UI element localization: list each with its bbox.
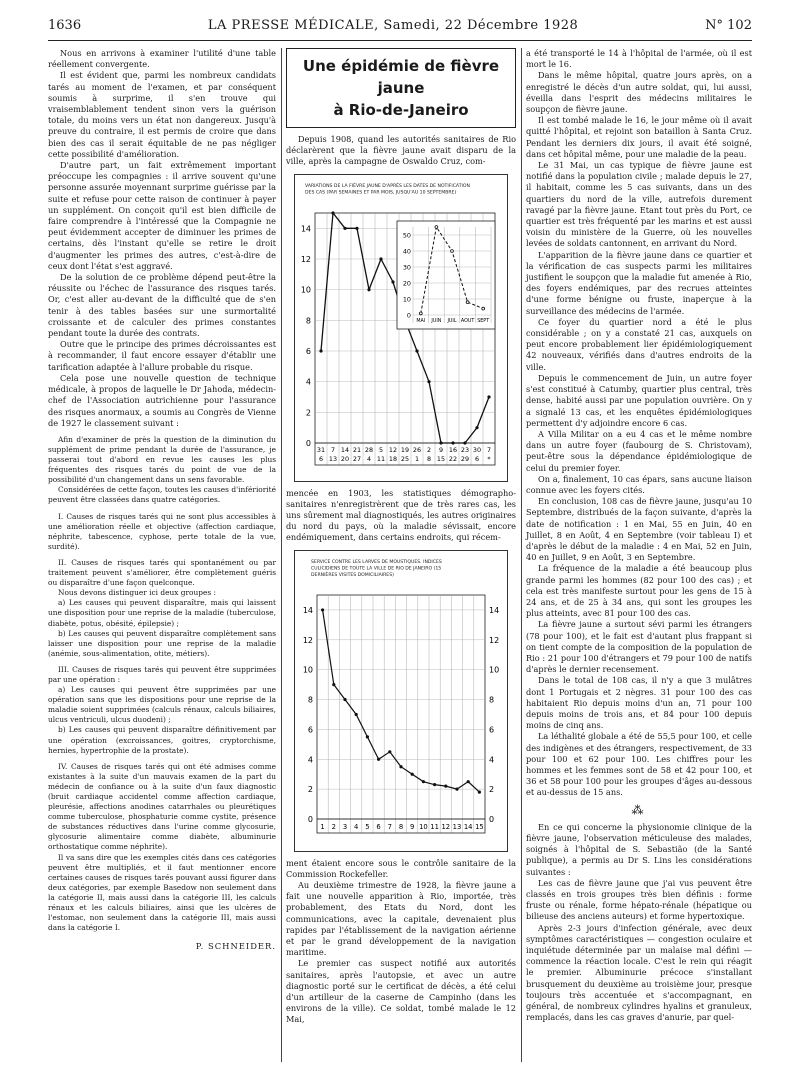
x-tick-label-top: 31 (316, 445, 326, 454)
y-tick-label-right: 0 (489, 814, 495, 824)
paragraph: La fréquence de la maladie a été beaucoup plus grande parmi les hommes (82 pour 100 des cas) ; et cela est très manifeste surtout pour les gens de 15 à 24 ans, et de 25 à 34 ans, qui sont les groupes les plus atteints, avec 81 pour 100 des cas. (526, 563, 752, 619)
article-title-box (286, 48, 516, 128)
paragraph: Depuis 1908, quand les autorités sanitaires de Rio déclarèrent que la fièvre jaune avait disparu de la ville, après la campagne de Oswaldo Cruz, com- (286, 134, 516, 167)
data-point (355, 712, 358, 715)
paragraph: Nous en arrivons à examiner l'utilité d'une table réellement convergente. (48, 48, 276, 70)
x-tick-label: 5 (365, 822, 370, 831)
x-tick-label-bottom: 4 (366, 454, 372, 463)
x-tick-label: 12 (441, 822, 451, 831)
data-point (343, 226, 346, 229)
inset-data-point (419, 312, 422, 315)
x-tick-label-top: 26 (412, 445, 422, 454)
data-point (366, 735, 369, 738)
data-point (427, 380, 430, 383)
paragraph: Depuis le commencement de Juin, un autre foyer s'est constitué à Catumby, quartier plus central, très dense, habité aussi par une population ouvrière. On y a signalé 13 cas, et les enquêtes épidémiologiques permettent d'y adjoindre encore 6 cas. (526, 372, 752, 428)
data-point (388, 750, 391, 753)
x-tick-label-top: 7 (330, 445, 336, 454)
data-point (487, 395, 490, 398)
chart-notifications-svg (295, 175, 507, 479)
x-tick-label: 14 (463, 822, 473, 831)
data-point (455, 787, 458, 790)
paragraph: La léthalité globale a été de 55,5 pour 100, et celle des indigènes et des étrangers, respectivement, de 33 pour 100 et 62 pour 100. Les chiffres pour les hommes et les femmes sont de 58 et 42 pour 100, et 36 et 58 pour 100 pour les groupes d'âges au-dessous et au-dessus de 15 ans. (526, 731, 752, 798)
series-line (323, 610, 480, 792)
small-paragraph: III. Causes de risques tarés qui peuvent être supprimées par une opération : (48, 664, 276, 684)
quoted-classification (48, 435, 276, 933)
y-tick-label-right: 4 (489, 754, 495, 764)
paragraph: Outre que le principe des primes décroissantes est à recommander, il faut encore essayer d'établir une tarification adaptée à l'allure probable du risque. (48, 339, 276, 372)
y-tick-label: 6 (305, 346, 311, 356)
x-tick-label: 9 (410, 822, 415, 831)
paragraph: L'apparition de la fièvre jaune dans ce quartier et la vérification de cas suspects parmi les militaires justifient le soupçon que la maladie fut amenée à Rio, des foyers endémiques, par des recrues atteintes d'une forme bénigne ou fruste, inaperçue à la surveillance des médecins de l'armée. (526, 249, 752, 316)
small-paragraph: a) Les causes qui peuvent disparaître, mais qui laissent une disposition pour une reprise de la maladie (tuberculose, diabète, potus, obésité, épilepsie) ; (48, 598, 276, 628)
x-tick-label-top: 28 (364, 445, 374, 454)
column-1 (48, 48, 276, 953)
paragraph: En conclusion, 108 cas de fièvre jaune, jusqu'au 10 Septembre, distribués de la façon suivante, d'après la date de notification : 1 en Mai, 55 en Juin, 40 en Juillet, 8 en Août, 4 en Septembre (voir tableau I) et d'après le début de la maladie : 4 en Mai, 52 en Juin, 40 en Juillet, 9 en Août, 3 en Septembre. (526, 496, 752, 563)
y-tick-label: 2 (307, 784, 313, 794)
column-divider-1 (281, 48, 282, 1062)
data-point (367, 288, 370, 291)
paragraph: Le premier cas suspect notifié aux autorités sanitaires, après l'autopsie, et avec un autre diagnostic porté sur le certificat de décès, a été celui d'un artilleur de la caserne de Campinho (dans les environs de la ville). Ce soldat, tombé malade le 12 Mai, (286, 958, 516, 1025)
column-2 (286, 48, 516, 1026)
paragraph: A Villa Militar on a eu 4 cas et le même nombre dans un autre foyer (faubourg de S. Christovam), peut-être sous la dépendance épidémiologique de celui du premier foyer. (526, 428, 752, 473)
journal-title: LA PRESSE MÉDICALE, Samedi, 22 Décembre 1928 (207, 18, 579, 33)
chart-title: CULICIDIENS DE TOUTE LA VILLE DE RIO DE JANEIRO (15 (311, 566, 442, 572)
inset-y-tick-label: 40 (402, 247, 411, 256)
x-tick-label-bottom: 8 (426, 454, 432, 463)
x-tick-label-bottom: 1 (414, 454, 420, 463)
y-tick-label-right: 10 (489, 665, 500, 675)
x-tick-label: 2 (331, 822, 336, 831)
x-tick-label-top: 21 (352, 445, 362, 454)
y-tick-label: 14 (300, 223, 311, 233)
y-tick-label-right: 12 (489, 635, 500, 645)
paragraph: Il est tombé malade le 16, le jour même où il avait quitté l'hôpital, et rejoint son bataillon à Santa Cruz. Pendant les derniers dix jours, il avait été soigné, dans cet hôpital même, pour une maladie de la peau. (526, 115, 752, 159)
x-tick-label-top: 14 (340, 445, 350, 454)
data-point (411, 772, 414, 775)
plot-frame (317, 595, 485, 819)
y-tick-label: 4 (305, 377, 311, 387)
x-tick-label: 4 (354, 822, 359, 831)
y-tick-label: 0 (307, 814, 313, 824)
y-tick-label: 8 (305, 315, 311, 325)
x-tick-label-bottom: 18 (388, 454, 398, 463)
paragraph: D'autre part, un fait extrêmement important préoccupe les compagnies : il arrive souvent qu'une personne assurée moyennant surprime guérisse par la suite et refuse pour cette raison de continuer à payer un supplément. On conçoit qu'il est bien difficile de faire comprendre à l'intéressé que la Compagnie ne peut évidemment accepter de diminuer les primes de certains, dès l'instant qu'elle se retire le droit d'augmenter les primes des autres, c'est-à-dire de ceux dont l'état s'est aggravé. (48, 160, 276, 271)
y-tick-label: 6 (307, 725, 313, 735)
data-point (451, 441, 454, 444)
article-title: Une épidémie de fièvre jaune (302, 57, 500, 97)
inset-x-tick-label: MAI (416, 318, 426, 324)
inset-data-point (482, 307, 485, 310)
paragraph: Il est évident que, parmi les nombreux candidats tarés au moment de l'examen, et par conséquent soumis à surprime, il s'en trouve qui vraisemblablement tendent sinon vers la guérison totale, du moins vers un état non dangereux. Jusqu'à preuve du contraire, il est permis de croire que dans bien des cas il serait équitable de ne pas négliger cette possibilité d'amélioration. (48, 70, 276, 159)
x-tick-label-top: 16 (448, 445, 458, 454)
paragraph: Les cas de fièvre jaune que j'ai vus peuvent être classés en trois groupes très bien définis : forme fruste ou rénale, forme hépato-rénale (hépatique ou bilieuse des anciens auteurs) et forme hypertoxique. (526, 877, 752, 922)
x-tick-label-bottom: 15 (436, 454, 446, 463)
inset-y-tick-label: 30 (402, 263, 411, 272)
paragraph: Dans le total de 108 cas, il n'y a que 3 mulâtres dont 1 Portugais et 2 nègres. 31 pour 100 des cas habitaient Rio depuis moins d'un an, 71 pour 100 depuis moins de trois ans, et 84 pour 100 depuis moins de cinq ans. (526, 675, 752, 731)
data-point (415, 349, 418, 352)
signature: P. SCHNEIDER. (195, 941, 276, 952)
y-tick-label: 12 (302, 635, 313, 645)
x-tick-label-bottom: 20 (340, 454, 350, 463)
data-point (379, 257, 382, 260)
issue-number: N° 102 (705, 18, 752, 33)
inset-data-point (451, 249, 454, 252)
x-tick-label: 10 (419, 822, 428, 831)
paragraph: mencée en 1903, les statistiques démographo-sanitaires n'enregistrèrent que de très rares cas, les uns sûrement mal diagnostiqués, les autres originaires du nord du pays, où la maladie sévissait, encore endémiquement, dans certains endroits, qui récem- (286, 487, 516, 543)
x-tick-label-bottom: 11 (376, 454, 386, 463)
data-point (475, 426, 478, 429)
chart-notifications (294, 174, 508, 482)
data-point (467, 780, 470, 783)
data-point (433, 783, 436, 786)
x-tick-label: 6 (376, 822, 381, 831)
paragraph: Le 31 Mai, un cas typique de fièvre jaune est notifié dans la population civile ; malade depuis le 27, il habitait, comme les 5 cas suivants, dans un des quartiers du nord de la ville, autrefois durement ravagé par la fièvre jaune. Etant tout près du Port, ce quartier est très fréquenté par les marins et est aussi voisin du ministère de la Guerre, où les nouvelles levées de soldats cantonnent, en arrivant du Nord. (526, 160, 752, 249)
data-point (321, 608, 324, 611)
paragraph: De la solution de ce problème dépend peut-être la réussite ou l'échec de l'assurance des risques tarés. Or, c'est aller au-devant de la difficulté que de s'en tenir à des tables basées sur une surmortalité croissante et de calculer des primes constantes pendant toute la durée des contrats. (48, 272, 276, 339)
data-point (355, 226, 358, 229)
inset-y-tick-label: 10 (402, 295, 411, 304)
paragraph: Ce foyer du quartier nord a été le plus considérable ; on y a constaté 21 cas, auxquels on peut encore probablement lier épidémiologiquement 42 nouveaux, vérifiés dans d'autres endroits de la ville. (526, 316, 752, 372)
y-tick-label: 0 (305, 438, 311, 448)
inset-y-tick-label: 0 (406, 311, 411, 320)
inset-x-tick-label: JUIL (447, 318, 457, 324)
small-paragraph: I. Causes de risques tarés qui ne sont plus accessibles à une amélioration réelle et objective (affection cardiaque, néphrite, tabescence, cyphose, perte totale de la vue, surdité). (48, 511, 276, 551)
paragraph: a été transporté le 14 à l'hôpital de l'armée, où il est mort le 16. (526, 48, 752, 70)
small-paragraph: b) Les causes qui peuvent disparaître définitivement par une opération (excroissances, goitres, cryptorchisme, hernies, hypertrophie de la prostate). (48, 725, 276, 755)
x-tick-label-bottom: 13 (328, 454, 338, 463)
x-tick-label: 3 (342, 822, 348, 831)
data-point (422, 780, 425, 783)
chart-title: SERVICE CONTRE LES LARVES DE MOUSTIQUES. INDICES (311, 559, 442, 565)
column-3 (526, 48, 752, 1023)
small-paragraph: IV. Causes de risques tarés qui ont été admises comme existantes à la suite d'un mauvais examen de la part du médecin de confiance ou à la suite d'un faux diagnostic (bruit cardiaque accidentel comme affection cardiaque, pleurésie, affections anodines catarrhales ou pleurétiques comme tuberculose, phosphaturie comme cystite, présence de substances réductives dans l'urine comme glycosurie, glycosurie alimentaire comme diabète, albuminurie orthostatique comme néphrite). (48, 761, 276, 852)
page-number: 1636 (48, 18, 82, 33)
page-header (48, 18, 752, 36)
small-paragraph: a) Les causes qui peuvent être supprimées par une opération sans que les dispositions pour une reprise de la maladie soient supprimées (calculs rénaux, calculs biliaires, ulcus ventriculi, ulcus duodeni) ; (48, 685, 276, 725)
y-tick-label-right: 2 (489, 784, 495, 794)
paragraph: Cela pose une nouvelle question de technique médicale, à propos de laquelle le Dr Jahoda, médecin-chef de l'Association autrichienne pour l'assurance des risques anormaux, a soumis au Congrès de Vienne de 1927 le classement suivant : (48, 372, 276, 428)
x-tick-label-top: 30 (472, 445, 482, 454)
x-tick-label-top: 5 (378, 445, 384, 454)
paragraph: Après 2-3 jours d'infection générale, avec deux symptômes caractéristiques — congestion oculaire et inquiétude déterminée par un malaise mal défini — commence la réaction locale. C'est le rein qui réagit le premier. Albuminurie précoce s'installant brusquement du deuxième au troisième jour, presque toujours très accentuée et s'accompagnant, en général, de nombreux cylindres hyalins et granuleux, remplacés, dans les cas graves d'anurie, par quel- (526, 922, 752, 1023)
data-point (478, 790, 481, 793)
chart-title: VARIATIONS DE LA FIÈVRE JAUNE D'APRÈS LES DATES DE NOTIFICATION (305, 183, 470, 189)
x-tick-label-bottom: 29 (460, 454, 470, 463)
x-tick-label-top: 19 (400, 445, 410, 454)
y-tick-label: 12 (300, 254, 311, 264)
x-tick-label-top: 23 (460, 445, 470, 454)
y-tick-label: 2 (305, 407, 311, 417)
y-tick-label-right: 14 (489, 605, 500, 615)
data-point (332, 683, 335, 686)
x-tick-label: 13 (452, 822, 462, 831)
y-tick-label: 10 (302, 665, 313, 675)
x-tick-label: 15 (475, 822, 484, 831)
y-tick-label-right: 8 (489, 695, 495, 705)
data-point (377, 757, 380, 760)
paragraph: En ce qui concerne la physionomie clinique de la fièvre jaune, l'observation méticuleuse des malades, soignés à l'hôpital de S. Sebastião (de la Santé publique), a permis au Dr S. Lins les considérations suivantes : (526, 821, 752, 877)
paragraph: La fièvre jaune a surtout sévi parmi les étrangers (78 pour 100), et le fait est d'autant plus frappant si on tient compte de la composition de la population de Rio : 21 pour 100 d'étrangers et 79 pour 100 de natifs d'après le dernier recensement. (526, 619, 752, 675)
data-point (319, 349, 322, 352)
data-point (331, 211, 334, 214)
x-tick-label-bottom: 22 (448, 454, 458, 463)
paragraph: On a, finalement, 10 cas épars, sans aucune liaison connue avec les foyers cités. (526, 473, 752, 495)
data-point (343, 698, 346, 701)
inset-x-tick-label: SEPT (477, 318, 490, 324)
inset-data-point (435, 225, 438, 228)
inset-x-tick-label: JUIN (431, 318, 442, 324)
paragraph: Dans le même hôpital, quatre jours après, on a enregistré le décès d'un autre soldat, qui, lui aussi, éveilla dans l'esprit des médecins militaires le soupçon de fièvre jaune. (526, 70, 752, 115)
small-paragraph: b) Les causes qui peuvent disparaître complètement sans laisser une disposition pour une reprise de la maladie (anémie, sous-alimentation, otite, métiers). (48, 628, 276, 658)
chart-larval-index (294, 550, 508, 852)
x-tick-label-top: 7 (486, 445, 492, 454)
x-tick-label-bottom: 6 (318, 454, 324, 463)
y-tick-label-right: 6 (489, 725, 495, 735)
data-point (399, 765, 402, 768)
small-paragraph: Nous devons distinguer ici deux groupes : (58, 588, 216, 598)
column-divider-2 (521, 48, 522, 1062)
small-paragraph: Considérées de cette façon, toutes les causes d'infériorité peuvent être classées dans quatre catégories. (48, 485, 276, 505)
data-point (439, 441, 442, 444)
inset-y-tick-label: 50 (402, 231, 411, 240)
x-tick-label-bottom: 25 (400, 454, 410, 463)
small-paragraph: II. Causes de risques tarés qui spontanément ou par traitement peuvent s'améliorer, être complètement guéris ou disparaître d'une façon quelconque. (48, 557, 276, 588)
small-paragraph: Afin d'examiner de près la question de la diminution du supplément de prime pendant la durée de l'assurance, je passerai tout d'abord en revue les causes les plus fréquentes des risques tarés du point de vue de la possibilité d'un changement dans un sens favorable. (48, 434, 276, 485)
article-subtitle: à Rio-de-Janeiro (333, 101, 469, 119)
x-tick-label: 8 (398, 822, 404, 831)
x-tick-label-bottom: 6 (474, 454, 480, 463)
chart-title: DERNIÈRES VISITES DOMICILIAIRES) (311, 572, 394, 578)
data-point (463, 441, 466, 444)
data-point (391, 280, 394, 283)
x-tick-label-top: 9 (438, 445, 444, 454)
x-tick-label-top: 12 (388, 445, 398, 454)
x-tick-label: 11 (430, 822, 439, 831)
x-tick-label-bottom: * (487, 454, 491, 463)
x-tick-label: 1 (320, 822, 325, 831)
paragraph: ment étaient encore sous le contrôle sanitaire de la Commission Rockefeller. (286, 857, 516, 879)
x-tick-label: 7 (387, 822, 392, 831)
chart-title: DES CAS (PAR SEMAINES ET PAR MOIS, JUSQU'AU 10 SEPTEMBRE) (305, 190, 457, 196)
small-paragraph: Il va sans dire que les exemples cités dans ces catégories peuvent être multipliés, et il faut mentionner encore certaines causes de risques tarés pouvant aussi figurer dans deux catégories, par exemple Basedow non seulement dans la catégorie II, mais aussi dans la catégorie III, les calculs rénaux et les calculs biliaires, ainsi que les ulcères de l'estomac, non seulement dans la catégorie III, mais aussi dans la catégorie I. (48, 852, 276, 933)
x-tick-label-top: 2 (426, 445, 432, 454)
header-rule (48, 40, 752, 41)
inset-data-point (466, 300, 469, 303)
y-tick-label: 10 (300, 285, 311, 295)
inset-frame (397, 221, 495, 329)
y-tick-label: 8 (307, 695, 313, 705)
y-tick-label: 4 (307, 754, 313, 764)
paragraph: Au deuxième trimestre de 1928, la fièvre jaune a fait une nouvelle apparition à Rio, importée, très probablement, des Etats du Nord, dont les communications, avec la capitale, devenaient plus rapides par l'établissement de la navigation aérienne et par le grand développement de la navigation maritime. (286, 880, 516, 958)
inset-x-tick-label: AOUT (460, 318, 475, 324)
section-stars: ⁂ (631, 802, 647, 817)
data-point (444, 784, 447, 787)
x-tick-label-bottom: 27 (352, 454, 362, 463)
inset-y-tick-label: 20 (402, 279, 411, 288)
chart-larval-index-svg (295, 551, 507, 849)
y-tick-label: 14 (302, 605, 313, 615)
